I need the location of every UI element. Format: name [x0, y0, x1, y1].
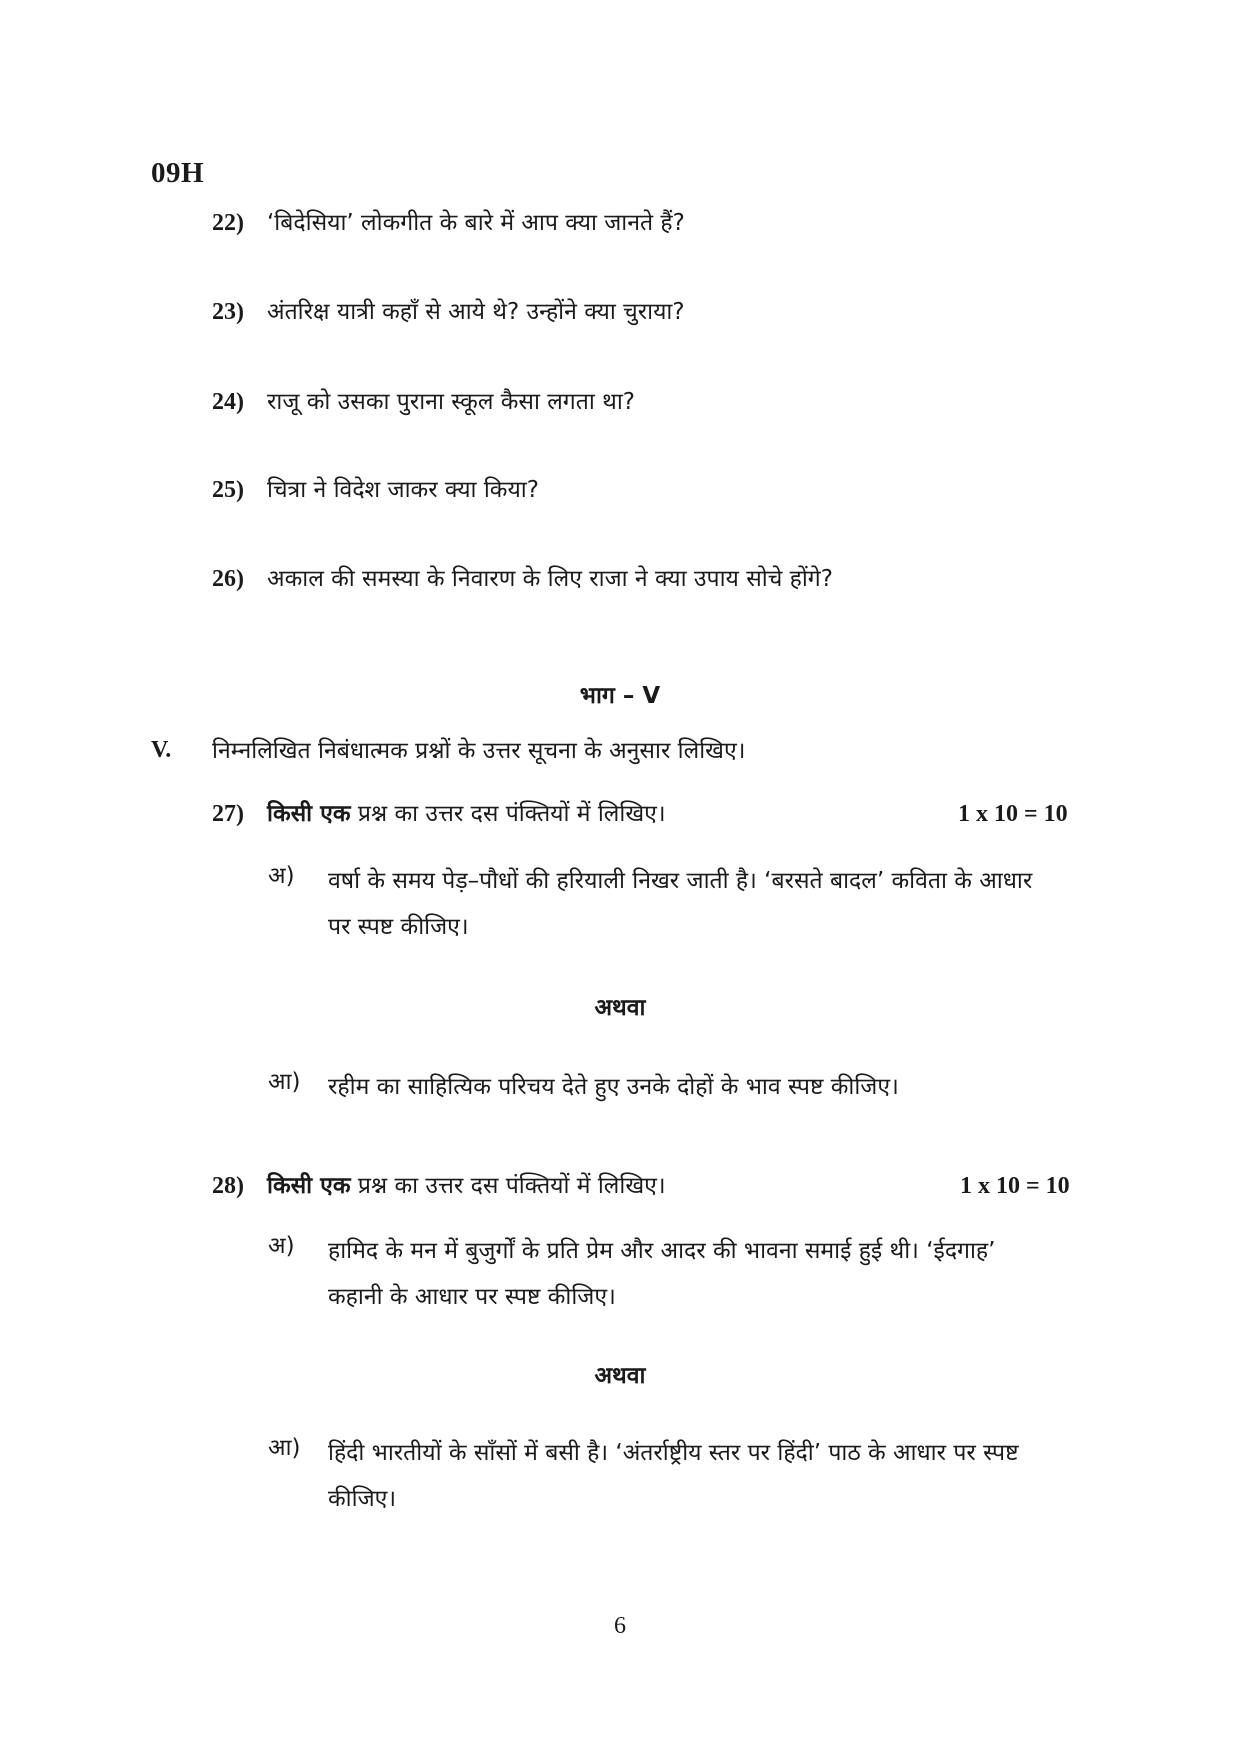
question-27-heading [212, 796, 666, 828]
question-text: चित्रा ने विदेश जाकर क्या किया? [267, 477, 539, 503]
page-number: 6 [614, 1613, 626, 1639]
option-label: अ) [268, 863, 295, 889]
option-text: रहीम का साहित्यिक परिचय देते हुए उनके दोहों के भाव स्पष्ट कीजिए। [328, 1074, 899, 1100]
question-27-option-a [268, 858, 1048, 950]
question-26 [212, 561, 833, 593]
question-24 [212, 384, 635, 416]
question-text: राजू को उसका पुराना स्कूल कैसा लगता था? [267, 389, 635, 415]
question-instruction [267, 796, 666, 828]
paper-code: 09H [151, 157, 205, 189]
section-title: भाग – V [579, 683, 661, 709]
option-label: अ) [268, 1233, 295, 1259]
option-text: हामिद के मन में बुजुर्गों के प्रति प्रेम और आदर की भावना समाई हुई थी। ‘ईदगाह’ कहानी के आधार पर स्पष्ट कीजिए। [328, 1238, 996, 1310]
question-text: अंतरिक्ष यात्री कहाँ से आये थे? उन्होंने क्या चुराया? [267, 299, 685, 325]
option-label: आ) [268, 1069, 301, 1095]
question-28-heading [212, 1168, 666, 1200]
question-22 [212, 205, 685, 237]
question-number: 25) [212, 477, 244, 503]
instruction-text: प्रश्न का उत्तर दस पंक्तियों में लिखिए। [350, 801, 666, 827]
or-separator: अथवा [594, 1363, 646, 1389]
question-28-option-a [268, 1228, 1048, 1320]
question-number: 23) [212, 299, 244, 325]
question-number: 24) [212, 389, 244, 415]
or-separator: अथवा [594, 995, 646, 1021]
bold-prefix: किसी एक [267, 801, 351, 827]
question-28-option-b [268, 1430, 1048, 1522]
marks-label: 1 x 10 = 10 [958, 801, 1068, 827]
question-text: अकाल की समस्या के निवारण के लिए राजा ने क्या उपाय सोचे होंगे? [267, 566, 833, 592]
bold-prefix: किसी एक [267, 1173, 351, 1199]
instruction-text: प्रश्न का उत्तर दस पंक्तियों में लिखिए। [350, 1173, 666, 1199]
question-number: 28) [212, 1173, 244, 1199]
option-label: आ) [268, 1435, 301, 1461]
question-instruction [267, 1168, 666, 1200]
question-number: 26) [212, 566, 244, 592]
question-25 [212, 472, 539, 504]
question-27-option-b [268, 1064, 1048, 1110]
question-23 [212, 294, 685, 326]
question-number: 27) [212, 801, 244, 827]
option-text: हिंदी भारतीयों के साँसों में बसी है। ‘अंतर्राष्ट्रीय स्तर पर हिंदी’ पाठ के आधार पर स्पष्ट कीजिए। [328, 1440, 1019, 1512]
question-text: ‘बिदेसिया’ लोकगीत के बारे में आप क्या जानते हैं? [267, 210, 685, 236]
question-number: 22) [212, 210, 244, 236]
section-number: V. [151, 737, 172, 763]
marks-label: 1 x 10 = 10 [960, 1173, 1070, 1199]
option-text: वर्षा के समय पेड़–पौधों की हरियाली निखर जाती है। ‘बरसते बादल’ कविता के आधार पर स्पष्ट कीजिए। [328, 868, 1033, 940]
section-instruction: निम्नलिखित निबंधात्मक प्रश्नों के उत्तर सूचना के अनुसार लिखिए। [212, 738, 746, 764]
